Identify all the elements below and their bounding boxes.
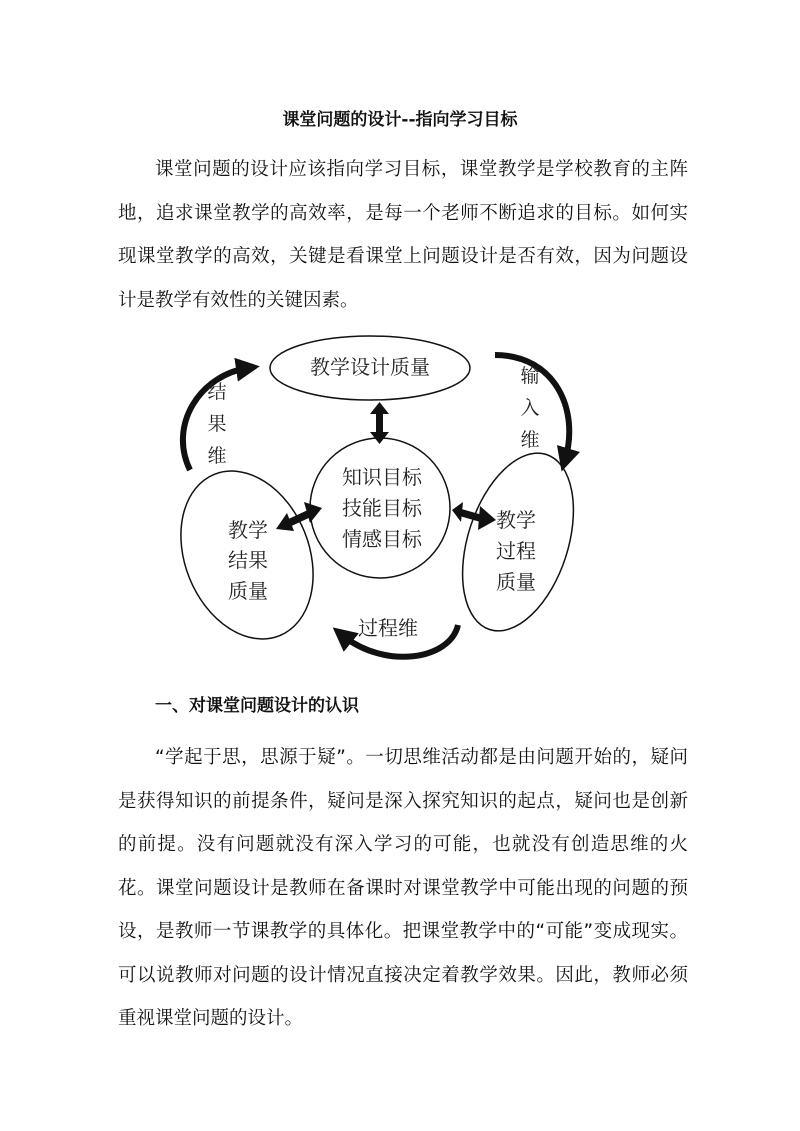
teaching-quality-diagram (160, 330, 580, 670)
right-arrow-label-2: 入 (520, 397, 540, 419)
center-label-3: 情感目标 (342, 527, 422, 551)
left-arrow-label-1: 结 (207, 381, 227, 403)
bottom-arrow-label: 过程维 (358, 616, 418, 640)
left-arrow-label-2: 果 (207, 413, 227, 435)
right-arrow-label-3: 维 (520, 429, 540, 451)
left-ellipse-label-3: 质量 (228, 579, 268, 603)
top-ellipse-label: 教学设计质量 (310, 355, 430, 379)
center-label-2: 技能目标 (342, 496, 422, 520)
left-ellipse-label-1: 教学 (228, 518, 268, 542)
right-arrow-label-1: 输 (520, 365, 540, 387)
section-heading: 一、对课堂问题设计的认识 (155, 696, 359, 716)
left-ellipse-label-2: 结果 (228, 548, 268, 572)
right-ellipse-label-3: 质量 (496, 570, 536, 594)
document-title: 课堂问题的设计--指向学习目标 (282, 110, 518, 130)
center-label-1: 知识目标 (342, 465, 422, 489)
right-ellipse-label-1: 教学 (496, 508, 536, 532)
intro-paragraph: 课堂问题的设计应该指向学习目标，课堂教学是学校教育的主阵地，追求课堂教学的高效率，是每一个老师不断追求的目标。如何实现课堂教学的高效，关键是看课堂上问题设计是否有效，因为问题设计是教学有效性的关键因素。 (118, 159, 688, 311)
left-arrow-label-3: 维 (207, 445, 227, 467)
right-ellipse-label-2: 过程 (496, 539, 536, 563)
section-paragraph: “学起于思，思源于疑”。一切思维活动都是由问题开始的，疑问是获得知识的前提条件，疑问是深入探究知识的起点，疑问也是创新的前提。没有问题就没有深入学习的可能，也就没有创造思维的火花。课堂问题设计是教师在备课时对课堂教学中可能出现的问题的预设，是教师一节课教学的具体化。把课堂教学中的“可能”变成现实。可以说教师对问题的设计情况直接决定着教学效果。因此，教师必须重视课堂问题的设计。 (118, 747, 688, 1029)
